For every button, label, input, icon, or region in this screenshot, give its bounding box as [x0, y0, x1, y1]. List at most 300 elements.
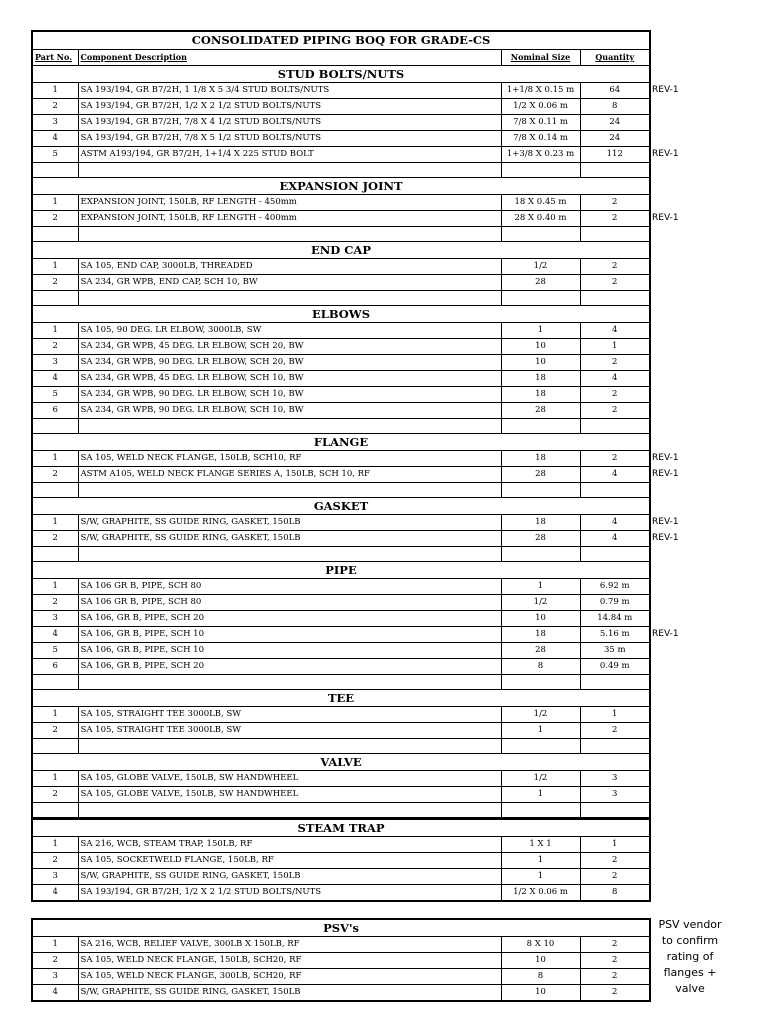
rev-spacer	[650, 754, 700, 771]
empty-cell	[580, 803, 650, 819]
table-row	[32, 355, 700, 371]
psv-title: PSV's	[32, 919, 650, 937]
table-row	[32, 579, 700, 595]
empty-cell	[78, 483, 501, 498]
part-no-cell: 1	[32, 259, 78, 275]
description-cell: SA 216, WCB, STEAM TRAP, 150LB, RF	[78, 837, 501, 853]
nominal-size-cell: 1/2	[501, 771, 580, 787]
empty-cell	[501, 675, 580, 690]
table-row	[32, 83, 700, 99]
revision-note	[650, 579, 700, 595]
nominal-size-cell: 10	[501, 985, 580, 1002]
part-no-cell: 4	[32, 985, 78, 1002]
table-row	[32, 937, 650, 953]
empty-cell	[32, 803, 78, 819]
description-cell: SA 106, GR B, PIPE, SCH 20	[78, 611, 501, 627]
rev-spacer	[650, 306, 700, 323]
nominal-size-cell: 1	[501, 723, 580, 739]
revision-note	[650, 195, 700, 211]
quantity-cell: 2	[580, 969, 650, 985]
table-row	[32, 195, 700, 211]
quantity-cell: 24	[580, 131, 650, 147]
part-no-cell: 1	[32, 579, 78, 595]
table-row	[32, 371, 700, 387]
nominal-size-cell: 18	[501, 515, 580, 531]
description-cell: SA 106, GR B, PIPE, SCH 10	[78, 643, 501, 659]
rev-spacer	[650, 163, 700, 178]
revision-note	[650, 787, 700, 803]
description-cell: SA 234, GR WPB, 90 DEG. LR ELBOW, SCH 20, BW	[78, 355, 501, 371]
nominal-size-cell: 28	[501, 275, 580, 291]
part-no-cell: 3	[32, 611, 78, 627]
quantity-cell: 2	[580, 853, 650, 869]
revision-note	[650, 339, 700, 355]
header-description: Component Description	[78, 50, 501, 66]
part-no-cell: 2	[32, 787, 78, 803]
quantity-cell: 4	[580, 531, 650, 547]
nominal-size-cell: 7/8 X 0.14 m	[501, 131, 580, 147]
quantity-cell: 8	[580, 99, 650, 115]
table-row	[32, 643, 700, 659]
description-cell: EXPANSION JOINT, 150LB, RF LENGTH - 400mm	[78, 211, 501, 227]
rev-spacer	[650, 66, 700, 83]
empty-cell	[580, 163, 650, 178]
empty-cell	[78, 227, 501, 242]
quantity-cell: 2	[580, 937, 650, 953]
table-row	[32, 131, 700, 147]
table-row	[32, 659, 700, 675]
section-header-row	[32, 66, 700, 83]
description-cell: SA 193/194, GR B7/2H, 1/2 X 2 1/2 STUD BOLTS/NUTS	[78, 885, 501, 902]
spacer-row	[32, 547, 700, 562]
section-header-row	[32, 498, 700, 515]
section-title: VALVE	[32, 754, 650, 771]
nominal-size-cell: 8	[501, 659, 580, 675]
empty-cell	[501, 227, 580, 242]
description-cell: S/W, GRAPHITE, SS GUIDE RING, GASKET, 150LB	[78, 985, 501, 1002]
revision-note	[650, 643, 700, 659]
description-cell: SA 234, GR WPB, 90 DEG. LR ELBOW, SCH 10, BW	[78, 403, 501, 419]
part-no-cell: 6	[32, 659, 78, 675]
quantity-cell: 5.16 m	[580, 627, 650, 643]
description-cell: ASTM A105, WELD NECK FLANGE SERIES A, 150LB, SCH 10, RF	[78, 467, 501, 483]
quantity-cell: 2	[580, 869, 650, 885]
table-row	[32, 853, 650, 869]
rev-spacer	[650, 31, 700, 50]
empty-cell	[501, 547, 580, 562]
nominal-size-cell: 18	[501, 627, 580, 643]
table-row	[32, 403, 700, 419]
table-row	[32, 259, 700, 275]
empty-cell	[501, 483, 580, 498]
part-no-cell: 1	[32, 451, 78, 467]
description-cell: SA 105, STRAIGHT TEE 3000LB, SW	[78, 707, 501, 723]
spacer-row	[32, 803, 700, 819]
part-no-cell: 1	[32, 771, 78, 787]
quantity-cell: 1	[580, 707, 650, 723]
empty-cell	[32, 163, 78, 178]
quantity-cell: 8	[580, 885, 650, 902]
empty-cell	[580, 227, 650, 242]
revision-note: REV-1	[652, 517, 679, 527]
revision-note	[650, 275, 700, 291]
description-cell: SA 234, GR WPB, 45 DEG. LR ELBOW, SCH 20, BW	[78, 339, 501, 355]
nominal-size-cell: 1+1/8 X 0.15 m	[501, 83, 580, 99]
nominal-size-cell: 18	[501, 387, 580, 403]
nominal-size-cell: 1	[501, 579, 580, 595]
quantity-cell: 0.49 m	[580, 659, 650, 675]
part-no-cell: 4	[32, 627, 78, 643]
nominal-size-cell: 1/2	[501, 595, 580, 611]
part-no-cell: 3	[32, 969, 78, 985]
quantity-cell: 3	[580, 771, 650, 787]
section-title: STUD BOLTS/NUTS	[32, 66, 650, 83]
description-cell: SA 193/194, GR B7/2H, 1/2 X 2 1/2 STUD BOLTS/NUTS	[78, 99, 501, 115]
table-row	[32, 275, 700, 291]
nominal-size-cell: 1	[501, 869, 580, 885]
description-cell: S/W, GRAPHITE, SS GUIDE RING, GASKET, 150LB	[78, 869, 501, 885]
rev-spacer	[650, 419, 700, 434]
nominal-size-cell: 28	[501, 643, 580, 659]
revision-note	[650, 131, 700, 147]
rev-spacer	[650, 483, 700, 498]
empty-cell	[580, 547, 650, 562]
empty-cell	[78, 547, 501, 562]
table-row	[32, 595, 700, 611]
revision-note: REV-1	[652, 85, 679, 95]
quantity-cell: 6.92 m	[580, 579, 650, 595]
table-row	[32, 339, 700, 355]
revision-note	[650, 99, 700, 115]
quantity-cell: 1	[580, 339, 650, 355]
description-cell: SA 105, STRAIGHT TEE 3000LB, SW	[78, 723, 501, 739]
empty-cell	[32, 547, 78, 562]
quantity-cell: 2	[580, 953, 650, 969]
part-no-cell: 5	[32, 147, 78, 163]
header-row	[32, 50, 700, 66]
table-row	[32, 115, 700, 131]
quantity-cell: 2	[580, 985, 650, 1002]
table-row	[32, 515, 700, 531]
empty-cell	[78, 419, 501, 434]
revision-note	[650, 355, 700, 371]
section-title: GASKET	[32, 498, 650, 515]
header-part-no: Part No.	[32, 50, 78, 66]
description-cell: SA 105, WELD NECK FLANGE, 150LB, SCH10, RF	[78, 451, 501, 467]
part-no-cell: 1	[32, 515, 78, 531]
quantity-cell: 112	[580, 147, 650, 163]
empty-cell	[78, 163, 501, 178]
nominal-size-cell: 1	[501, 853, 580, 869]
nominal-size-cell: 1	[501, 787, 580, 803]
boq-main-body	[32, 31, 700, 818]
boq-title: CONSOLIDATED PIPING BOQ FOR GRADE-CS	[32, 31, 650, 50]
header-nominal-size: Nominal Size	[501, 50, 580, 66]
empty-cell	[32, 227, 78, 242]
table-row	[32, 787, 700, 803]
description-cell: SA 193/194, GR B7/2H, 7/8 X 4 1/2 STUD BOLTS/NUTS	[78, 115, 501, 131]
spacer-row	[32, 163, 700, 178]
rev-spacer	[650, 291, 700, 306]
part-no-cell: 2	[32, 467, 78, 483]
quantity-cell: 4	[580, 467, 650, 483]
revision-note	[650, 595, 700, 611]
description-cell: SA 234, GR WPB, END CAP, SCH 10, BW	[78, 275, 501, 291]
section-header-row	[32, 306, 700, 323]
empty-cell	[501, 803, 580, 819]
part-no-cell: 2	[32, 531, 78, 547]
steam-trap-body	[32, 819, 650, 901]
quantity-cell: 4	[580, 323, 650, 339]
table-row	[32, 99, 700, 115]
table-row	[32, 531, 700, 547]
empty-cell	[32, 483, 78, 498]
revision-note: REV-1	[652, 469, 679, 479]
empty-cell	[78, 291, 501, 306]
rev-spacer	[650, 50, 700, 66]
section-header-row	[32, 754, 700, 771]
quantity-cell: 14.84 m	[580, 611, 650, 627]
nominal-size-cell: 7/8 X 0.11 m	[501, 115, 580, 131]
revision-note	[650, 707, 700, 723]
empty-cell	[580, 739, 650, 754]
table-row	[32, 611, 700, 627]
part-no-cell: 1	[32, 195, 78, 211]
nominal-size-cell: 10	[501, 339, 580, 355]
description-cell: SA 105, END CAP, 3000LB, THREADED	[78, 259, 501, 275]
table-row	[32, 771, 700, 787]
revision-note: REV-1	[652, 629, 679, 639]
part-no-cell: 2	[32, 953, 78, 969]
description-cell: S/W, GRAPHITE, SS GUIDE RING, GASKET, 150LB	[78, 531, 501, 547]
quantity-cell: 4	[580, 371, 650, 387]
part-no-cell: 5	[32, 643, 78, 659]
description-cell: SA 216, WCB, RELIEF VALVE, 300LB X 150LB, RF	[78, 937, 501, 953]
quantity-cell: 2	[580, 195, 650, 211]
rev-spacer	[650, 547, 700, 562]
psv-table	[31, 918, 651, 1002]
rev-spacer	[650, 178, 700, 195]
quantity-cell: 0.79 m	[580, 595, 650, 611]
empty-cell	[78, 675, 501, 690]
table-row	[32, 627, 700, 643]
quantity-cell: 2	[580, 211, 650, 227]
psv-vendor-note: PSV vendor to confirm rating of flanges + valve	[658, 918, 722, 995]
quantity-cell: 64	[580, 83, 650, 99]
table-row	[32, 723, 700, 739]
empty-cell	[78, 739, 501, 754]
spacer-row	[32, 483, 700, 498]
revision-note	[650, 115, 700, 131]
part-no-cell: 1	[32, 707, 78, 723]
section-header-row	[32, 434, 700, 451]
quantity-cell: 1	[580, 837, 650, 853]
nominal-size-cell: 18	[501, 371, 580, 387]
description-cell: SA 105, 90 DEG. LR ELBOW, 3000LB, SW	[78, 323, 501, 339]
part-no-cell: 2	[32, 211, 78, 227]
revision-note: REV-1	[652, 533, 679, 543]
spacer-row	[32, 291, 700, 306]
nominal-size-cell: 1	[501, 323, 580, 339]
empty-cell	[501, 419, 580, 434]
rev-spacer	[650, 675, 700, 690]
section-header-row	[32, 690, 700, 707]
part-no-cell: 2	[32, 595, 78, 611]
part-no-cell: 2	[32, 99, 78, 115]
nominal-size-cell: 18	[501, 451, 580, 467]
table-row	[32, 969, 650, 985]
quantity-cell: 2	[580, 387, 650, 403]
part-no-cell: 1	[32, 323, 78, 339]
table-row	[32, 451, 700, 467]
table-row	[32, 147, 700, 163]
description-cell: SA 193/194, GR B7/2H, 1 1/8 X 5 3/4 STUD BOLTS/NUTS	[78, 83, 501, 99]
empty-cell	[32, 291, 78, 306]
revision-note	[650, 611, 700, 627]
part-no-cell: 1	[32, 837, 78, 853]
empty-cell	[501, 739, 580, 754]
revision-note	[650, 403, 700, 419]
section-title: FLANGE	[32, 434, 650, 451]
quantity-cell: 2	[580, 723, 650, 739]
quantity-cell: 35 m	[580, 643, 650, 659]
table-row	[32, 885, 650, 902]
part-no-cell: 4	[32, 885, 78, 902]
revision-note	[650, 323, 700, 339]
nominal-size-cell: 28	[501, 531, 580, 547]
section-header-row	[32, 242, 700, 259]
empty-cell	[32, 419, 78, 434]
description-cell: SA 106, GR B, PIPE, SCH 10	[78, 627, 501, 643]
rev-spacer	[650, 739, 700, 754]
part-no-cell: 1	[32, 83, 78, 99]
empty-cell	[501, 163, 580, 178]
description-cell: ASTM A193/194, GR B7/2H, 1+1/4 X 225 STUD BOLT	[78, 147, 501, 163]
part-no-cell: 4	[32, 371, 78, 387]
description-cell: SA 105, SOCKETWELD FLANGE, 150LB, RF	[78, 853, 501, 869]
quantity-cell: 2	[580, 275, 650, 291]
section-header-row	[32, 178, 700, 195]
rev-spacer	[650, 803, 700, 819]
nominal-size-cell: 28 X 0.40 m	[501, 211, 580, 227]
description-cell: SA 234, GR WPB, 90 DEG. LR ELBOW, SCH 10, BW	[78, 387, 501, 403]
section-title: TEE	[32, 690, 650, 707]
rev-spacer	[650, 498, 700, 515]
description-cell: SA 105, GLOBE VALVE, 150LB, SW HANDWHEEL	[78, 787, 501, 803]
nominal-size-cell: 28	[501, 467, 580, 483]
quantity-cell: 24	[580, 115, 650, 131]
nominal-size-cell: 10	[501, 611, 580, 627]
description-cell: EXPANSION JOINT, 150LB, RF LENGTH - 450mm	[78, 195, 501, 211]
quantity-cell: 4	[580, 515, 650, 531]
title-row	[32, 31, 700, 50]
nominal-size-cell: 8	[501, 969, 580, 985]
nominal-size-cell: 1+3/8 X 0.23 m	[501, 147, 580, 163]
section-title: EXPANSION JOINT	[32, 178, 650, 195]
part-no-cell: 3	[32, 115, 78, 131]
description-cell: SA 106 GR B, PIPE, SCH 80	[78, 579, 501, 595]
header-quantity: Quantity	[580, 50, 650, 66]
description-cell: SA 105, GLOBE VALVE, 150LB, SW HANDWHEEL	[78, 771, 501, 787]
section-title: ELBOWS	[32, 306, 650, 323]
table-row	[32, 211, 700, 227]
description-cell: S/W, GRAPHITE, SS GUIDE RING, GASKET, 150LB	[78, 515, 501, 531]
description-cell: SA 193/194, GR B7/2H, 7/8 X 5 1/2 STUD BOLTS/NUTS	[78, 131, 501, 147]
description-cell: SA 106 GR B, PIPE, SCH 80	[78, 595, 501, 611]
revision-note	[650, 259, 700, 275]
part-no-cell: 2	[32, 275, 78, 291]
section-title: END CAP	[32, 242, 650, 259]
table-row	[32, 707, 700, 723]
psv-body	[32, 919, 650, 1001]
steam-trap-table	[31, 818, 651, 902]
table-row	[32, 387, 700, 403]
table-row	[32, 985, 650, 1002]
spacer-row	[32, 739, 700, 754]
table-row	[32, 869, 650, 885]
nominal-size-cell: 1/2 X 0.06 m	[501, 885, 580, 902]
empty-cell	[32, 675, 78, 690]
revision-note: REV-1	[652, 149, 679, 159]
rev-spacer	[650, 562, 700, 579]
empty-cell	[32, 739, 78, 754]
nominal-size-cell: 8 X 10	[501, 937, 580, 953]
empty-cell	[580, 675, 650, 690]
nominal-size-cell: 28	[501, 403, 580, 419]
spacer-row	[32, 419, 700, 434]
empty-cell	[580, 419, 650, 434]
part-no-cell: 1	[32, 937, 78, 953]
nominal-size-cell: 1/2	[501, 707, 580, 723]
revision-note	[650, 723, 700, 739]
revision-note	[650, 771, 700, 787]
table-row	[32, 953, 650, 969]
quantity-cell: 3	[580, 787, 650, 803]
rev-spacer	[650, 690, 700, 707]
part-no-cell: 6	[32, 403, 78, 419]
section-title: PIPE	[32, 562, 650, 579]
quantity-cell: 2	[580, 403, 650, 419]
revision-note	[650, 371, 700, 387]
empty-cell	[78, 803, 501, 819]
rev-spacer	[650, 227, 700, 242]
nominal-size-cell: 1/2	[501, 259, 580, 275]
psv-title-row	[32, 919, 650, 937]
nominal-size-cell: 10	[501, 953, 580, 969]
section-header-row	[32, 562, 700, 579]
description-cell: SA 106, GR B, PIPE, SCH 20	[78, 659, 501, 675]
spacer-row	[32, 227, 700, 242]
revision-note	[650, 659, 700, 675]
part-no-cell: 2	[32, 723, 78, 739]
revision-note	[650, 387, 700, 403]
description-cell: SA 105, WELD NECK FLANGE, 300LB, SCH20, RF	[78, 969, 501, 985]
nominal-size-cell: 10	[501, 355, 580, 371]
table-row	[32, 837, 650, 853]
revision-note: REV-1	[652, 213, 679, 223]
quantity-cell: 2	[580, 259, 650, 275]
table-row	[32, 323, 700, 339]
description-cell: SA 234, GR WPB, 45 DEG. LR ELBOW, SCH 10, BW	[78, 371, 501, 387]
table-row	[32, 467, 700, 483]
boq-main-table	[31, 30, 701, 819]
quantity-cell: 2	[580, 355, 650, 371]
spacer-row	[32, 675, 700, 690]
nominal-size-cell: 18 X 0.45 m	[501, 195, 580, 211]
part-no-cell: 3	[32, 355, 78, 371]
quantity-cell: 2	[580, 451, 650, 467]
rev-spacer	[650, 242, 700, 259]
